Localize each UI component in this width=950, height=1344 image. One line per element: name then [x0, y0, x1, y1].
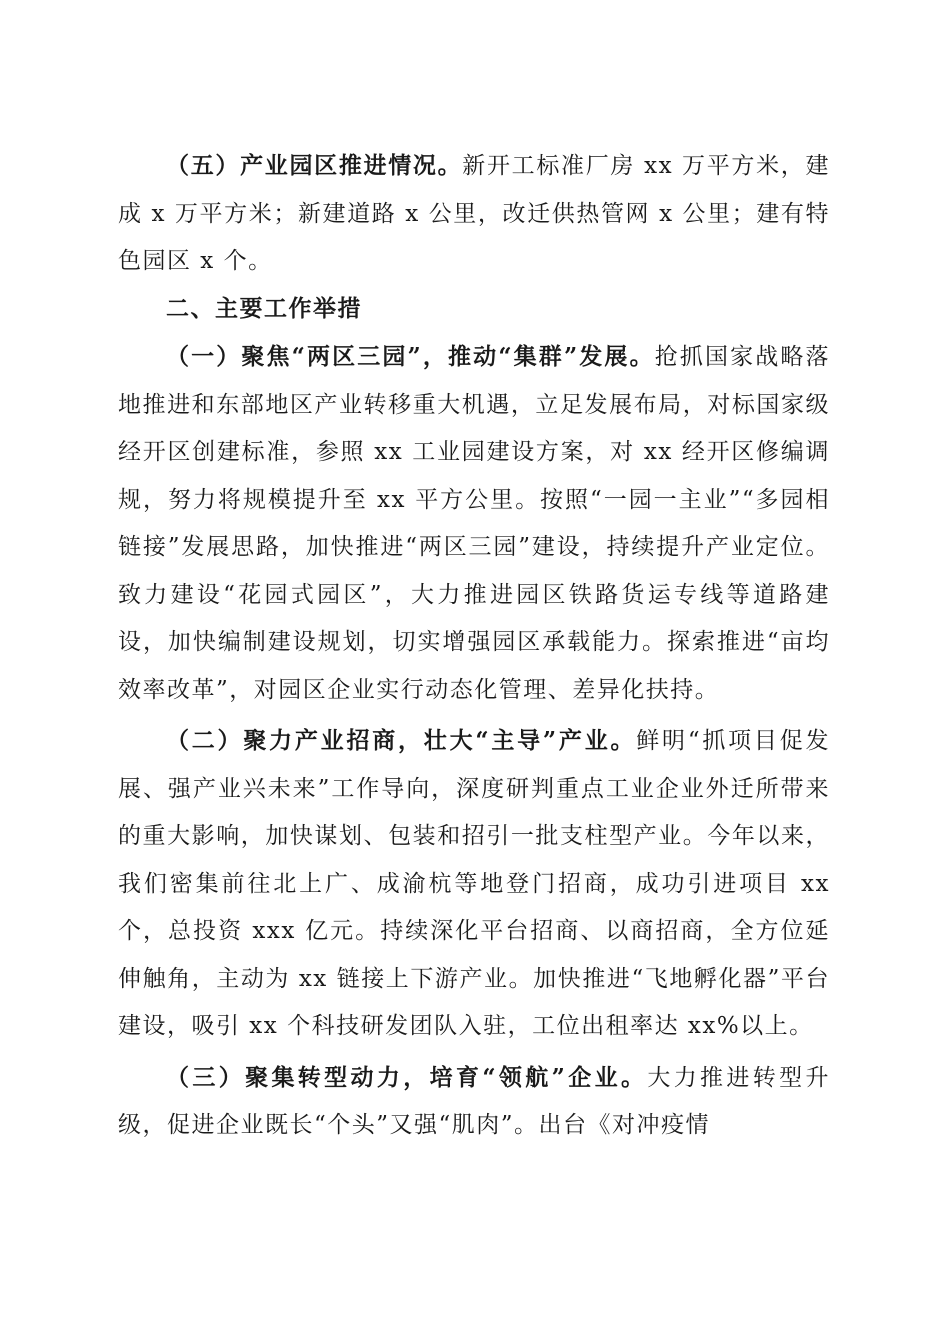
- paragraph-measure-3: [118, 1054, 830, 1150]
- paragraph-text: 新开工标准厂房 xx 万平方米，建成 x 万平方米；新建道路 x 公里，改迁供热管网 x 公里；建有特色园区 x 个。: [118, 153, 830, 274]
- paragraph-measure-2: [118, 717, 830, 1051]
- paragraph-lead: （五）产业园区推进情况。: [166, 152, 463, 179]
- paragraph-text: 大力推进转型升级，促进企业既长“个头”又强“肌肉”。出台《对冲疫情: [118, 1064, 830, 1138]
- document-body: [118, 142, 830, 1150]
- paragraph-lead: （三）聚集转型动力，培育“领航”企业。: [166, 1063, 648, 1091]
- paragraph-measure-1: [118, 333, 830, 714]
- section-heading-main-measures: 二、主要工作举措: [166, 295, 362, 322]
- paragraph-lead: （一）聚焦“两区三园”，推动“集群”发展。: [166, 343, 655, 370]
- paragraph-industrial-park-progress: [118, 142, 830, 286]
- paragraph-lead: （二）聚力产业招商，壮大“主导”产业。: [166, 727, 637, 754]
- paragraph-text: 抢抓国家战略落地推进和东部地区产业转移重大机遇，立足发展布局，对标国家级经开区创建标准，参照 xx 工业园建设方案，对 xx 经开区修编调规，努力将规模提升至 xx 平方公里。按照“一园一主业”“多园相链接”发展思路，加快推进“两区三园”建设，持续提升产业定位。致力建设“花园式园区”，大力推进园区铁路货运专线等道路建设，加快编制建设规划，切实增强园区承载能力。探索推进“亩均效率改革”，对园区企业实行动态化管理、差异化扶持。: [118, 344, 830, 703]
- paragraph-text: 鲜明“抓项目促发展、强产业兴未来”工作导向，深度研判重点工业企业外迁所带来的重大影响，加快谋划、包装和招引一批支柱型产业。今年以来，我们密集前往北上广、成渝杭等地登门招商，成功引进项目 xx 个，总投资 xxx 亿元。持续深化平台招商、以商招商，全方位延伸触角，主动为 xx 链接上下游产业。加快推进“飞地孵化器”平台建设，吸引 xx 个科技研发团队入驻，工位出租率达 xx%以上。: [118, 728, 830, 1039]
